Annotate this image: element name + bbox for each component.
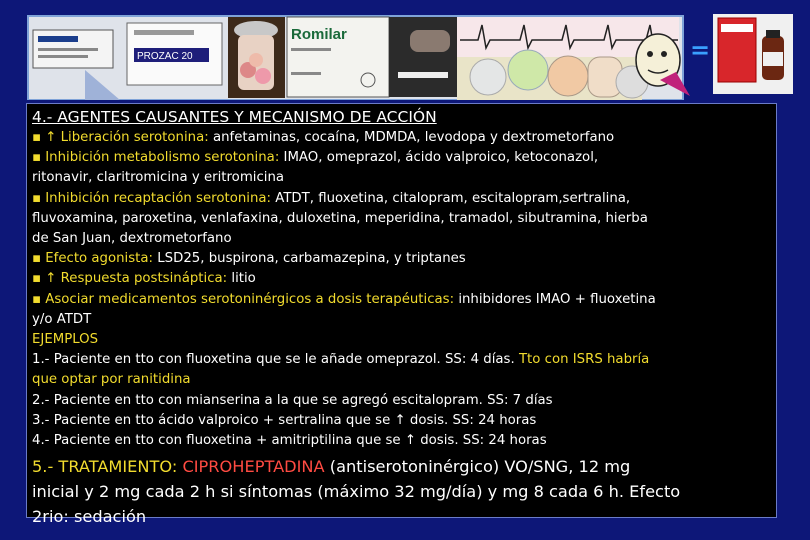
ecstasy-pills-image [457,50,648,100]
treatment-text-continued: 2rio: sedación [32,507,147,527]
bullet-text-continued: de San Juan, dextrometorfano [32,231,232,247]
example-text: 3.- Paciente en tto ácido valproico + sertralina que se [32,412,391,428]
bullet-item [32,189,772,209]
prozac-label: PROZAC 20 [137,51,193,62]
bullet-text: litio [231,271,256,287]
bullet-text: IMAO, omeprazol, ácido valproico, ketoconazol, [283,150,599,166]
bullet-text-continued: y/o ATDT [32,311,92,327]
bullet-item [32,128,772,148]
treatment-block [32,454,772,529]
bullet-item [32,249,772,269]
bullet-text: anfetaminas, cocaína, MDMDA, levodopa y dextrometorfano [212,130,615,145]
example-text: 1.- Paciente en tto con fluoxetina que se le añade omeprazol. SS: 4 días. [32,352,515,368]
bullet-label: Liberación serotonina: [60,130,209,145]
bullet-prefix: ▪ ↑ [32,130,57,145]
bullet-prefix: ▪ [32,150,42,166]
bullet-item [32,269,772,289]
drug-collage [0,0,810,100]
bullet-prefix: ▪ ↑ [32,271,57,287]
example-text: 4.- Paciente en tto con fluoxetina + amitriptilina que se [32,433,401,449]
bullet-prefix: ▪ [32,291,42,307]
treatment-drug: CIPROHEPTADINA [182,457,325,477]
arrow-up-icon: ↑ [404,433,416,449]
prozac-box-image [127,23,222,85]
treatment-label: 5.- TRATAMIENTO: [32,457,178,477]
treatment-text-continued: inicial y 2 mg cada 2 h si síntomas (máximo 32 mg/día) y mg 8 cada 6 h. Efecto [32,482,681,502]
bullet-prefix: ▪ [32,190,42,206]
bullet-text: ATDT, fluoxetina, citalopram, escitalopram,sertralina, [275,190,631,206]
example-item [32,431,772,451]
bullet-text: LSD25, buspirona, carbamazepina, y triptanes [157,251,466,267]
bullet-label: Inhibición recaptación serotonina: [45,190,272,206]
arrow-up-icon: ↑ [394,412,406,428]
bullet-prefix: ▪ [32,251,42,267]
example-text: dosis. SS: 24 horas [409,412,537,428]
example-item [32,411,772,431]
example-note: Tto con ISRS habría [518,352,650,368]
bullet-label: Efecto agonista: [45,251,154,267]
equals-sign: = [690,36,711,64]
bullet-item [32,290,772,310]
example-item [32,350,772,370]
examples-title: EJEMPLOS [32,332,99,348]
bullet-text: inhibidores IMAO + fluoxetina [458,291,656,307]
top-image-strip [0,0,810,100]
romilar-box-image [287,17,389,97]
bullet-item [32,148,772,168]
pill-jar-image [228,17,285,98]
content-text [32,107,772,529]
bullet-label: Asociar medicamentos serotoninérgicos a dosis terapéuticas: [45,291,455,307]
romilar-label: Romilar [291,26,347,43]
powder-photo [389,17,457,97]
example-text: dosis. SS: 24 horas [420,433,547,449]
example-item: 2.- Paciente en tto con mianserina a la que se agregó escitalopram. SS: 7 días [32,392,553,408]
bullet-text-continued: fluvoxamina, paroxetina, venlafaxina, duloxetina, meperidina, tramadol, sibutramina, hierba [32,210,648,226]
bullet-label: Inhibición metabolismo serotonina: [45,150,280,166]
cyproheptadine-product-image [713,14,793,94]
section-heading: 4.- AGENTES CAUSANTES Y MECANISMO DE ACCIÓN [32,108,437,126]
bullet-label: Respuesta postsináptica: [60,271,228,287]
example-note-continued: que optar por ranitidina [32,372,191,388]
treatment-text: (antiserotoninérgico) VO/SNG, 12 mg [329,457,631,477]
bullet-text-continued: ritonavir, claritromicina y eritromicina [32,170,285,186]
